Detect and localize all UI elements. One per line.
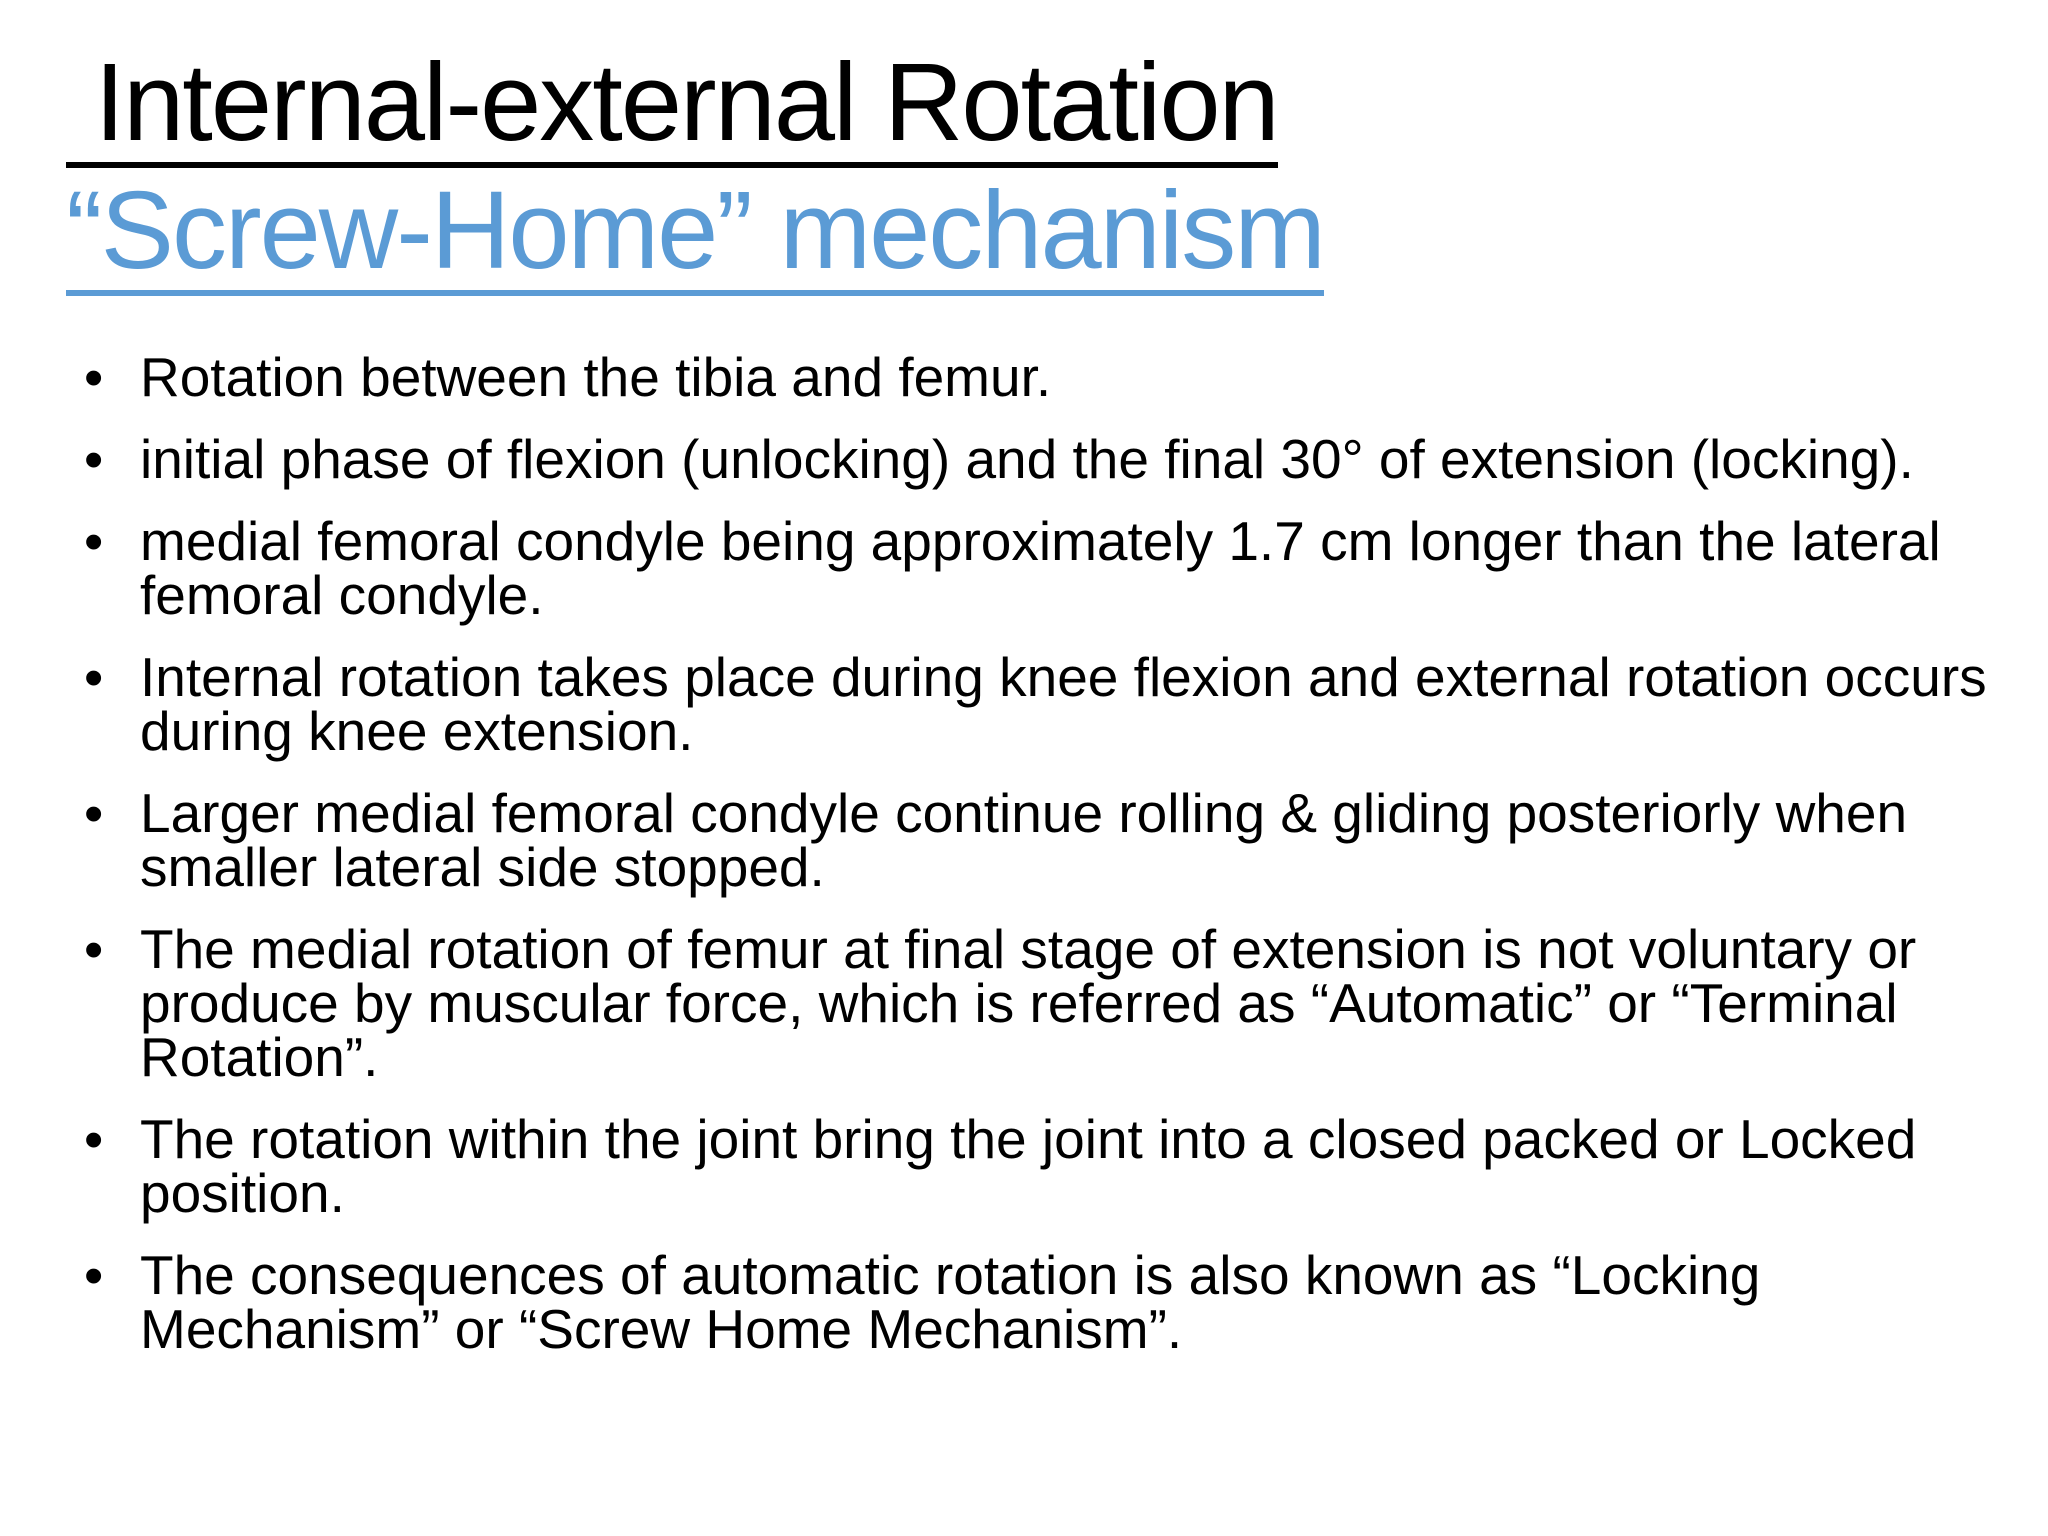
bullet-text: Rotation between the tibia and femur. [140,346,1052,408]
bullet-text: The rotation within the joint bring the joint into a closed packed or Locked position. [140,1108,1917,1224]
bullet-item [84,510,2004,626]
bullet-item [84,918,2004,1088]
bullet-text: The medial rotation of femur at final stage of extension is not voluntary or produce by muscular force, which is referred as “Automatic” or “Terminal Rotation”. [140,918,1917,1088]
bullet-item [84,346,2004,408]
bullet-item [84,428,2004,490]
bullet-text: Larger medial femoral condyle continue rolling & gliding posteriorly when smaller lateral side stopped. [140,782,1908,898]
bullet-item [84,782,2004,898]
slide-title: Internal-external Rotation [66,44,1278,168]
bullet-list [84,346,2004,1384]
bullet-text: Internal rotation takes place during knee flexion and external rotation occurs during knee extension. [140,646,1987,762]
bullet-text: initial phase of flexion (unlocking) and the final 30° of extension (locking). [140,428,1914,490]
bullet-item [84,1244,2004,1360]
title-block [66,41,1366,296]
slide-subtitle: “Screw-Home” mechanism [66,172,1324,296]
bullet-item [84,646,2004,762]
bullet-dot: • [84,918,104,980]
bullet-dot: • [84,782,104,844]
bullet-text: The consequences of automatic rotation is also known as “Locking Mechanism” or “Screw Home Mechanism”. [140,1244,1761,1360]
bullet-dot: • [84,1108,104,1170]
bullet-text: medial femoral condyle being approximately 1.7 cm longer than the lateral femoral condyle. [140,510,1941,626]
bullet-dot: • [84,346,104,408]
bullet-dot: • [84,428,104,490]
bullet-dot: • [84,510,104,572]
bullet-dot: • [84,1244,104,1306]
bullet-dot: • [84,646,104,708]
bullet-item [84,1108,2004,1224]
